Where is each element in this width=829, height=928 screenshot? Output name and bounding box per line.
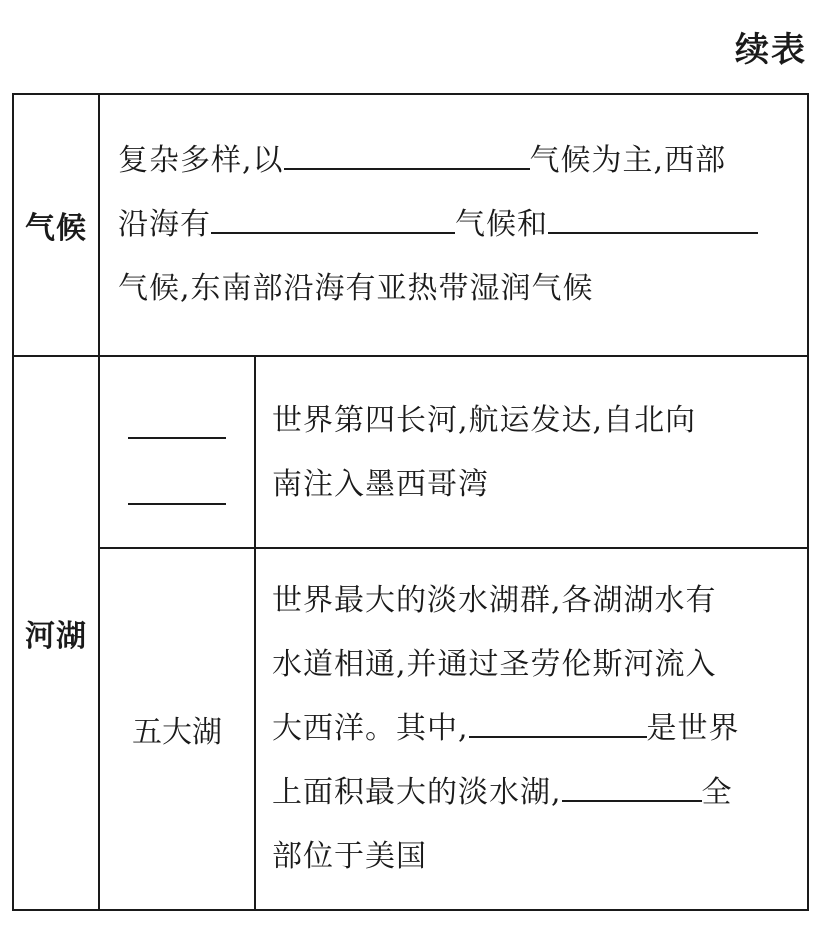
climate-category: 气候 <box>25 211 87 246</box>
lakes-description <box>272 569 807 889</box>
answer-blank[interactable] <box>284 140 530 170</box>
river-line-2: 南注入墨西哥湾 <box>272 467 489 502</box>
climate-text: 气候和 <box>455 207 548 242</box>
lakes-line-3 <box>272 697 807 761</box>
river-line-1: 世界第四长河,航运发达,自北向 <box>272 403 697 438</box>
answer-blank[interactable] <box>562 772 702 802</box>
climate-description <box>118 129 808 321</box>
climate-line-2 <box>118 193 808 257</box>
climate-text: 复杂多样,以 <box>118 143 284 178</box>
climate-line-1 <box>118 129 808 193</box>
lakes-name: 五大湖 <box>132 715 222 750</box>
lakes-line-4 <box>272 761 807 825</box>
lakes-text: 全 <box>701 775 733 810</box>
lakes-text: 上面积最大的淡水湖, <box>272 775 562 810</box>
continued-label: 续表 <box>735 30 807 70</box>
lakes-text: 大西洋。其中, <box>272 711 469 746</box>
climate-text: 气候为主,西部 <box>529 143 727 178</box>
answer-blank[interactable] <box>469 708 647 738</box>
answer-blank[interactable] <box>548 204 758 234</box>
divider <box>14 355 807 357</box>
divider <box>254 355 256 909</box>
rivers-lakes-category: 河湖 <box>25 619 87 654</box>
river-name-blank-2[interactable] <box>128 503 226 505</box>
lakes-line-2: 水道相通,并通过圣劳伦斯河流入 <box>272 647 717 682</box>
answer-blank[interactable] <box>211 204 455 234</box>
climate-line-3 <box>118 257 808 321</box>
table <box>12 93 809 911</box>
lakes-line-1: 世界最大的淡水湖群,各湖湖水有 <box>272 583 717 618</box>
river-description <box>272 389 807 517</box>
lakes-line-5: 部位于美国 <box>272 839 427 874</box>
lakes-text: 是世界 <box>646 711 740 746</box>
river-name-blank-1[interactable] <box>128 437 226 439</box>
climate-text: 沿海有 <box>118 207 211 242</box>
climate-text: 气候,东南部沿海有亚热带湿润气候 <box>118 271 594 306</box>
